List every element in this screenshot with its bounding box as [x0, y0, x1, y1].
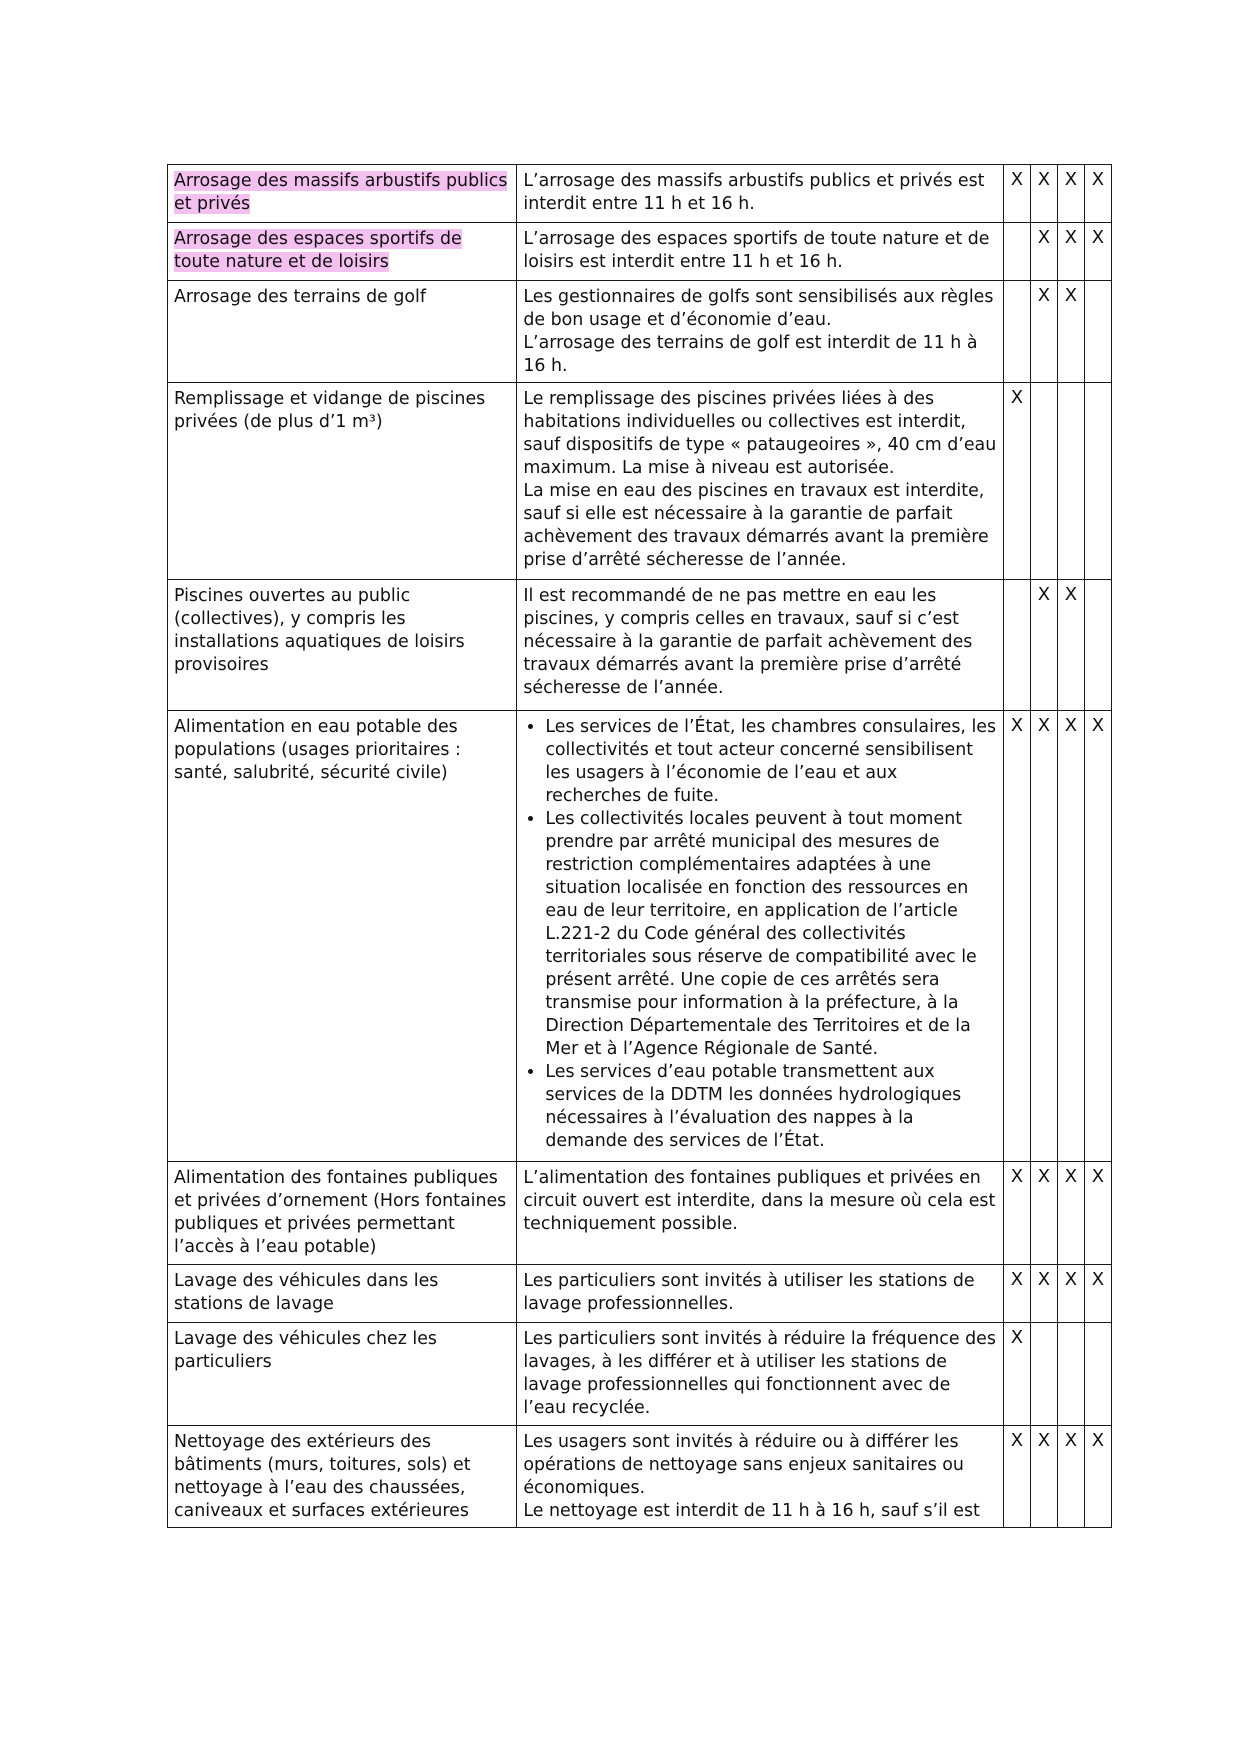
measure-text: L’arrosage des massifs arbustifs publics et privés est interdit entre 11 h et 16 h.: [523, 171, 985, 214]
alert-level-mark: X: [1091, 169, 1105, 190]
alert-level-mark: X: [1010, 1166, 1024, 1187]
usage-label: Nettoyage des extérieurs des bâtiments (murs, toitures, sols) et nettoyage à l’eau des chaussées, caniveaux et surfaces extérieures: [174, 1432, 471, 1521]
alert-level-4-cell: [1084, 580, 1111, 711]
alert-level-mark: X: [1091, 1166, 1105, 1187]
measure-description-cell: [517, 1162, 1004, 1265]
alert-level-4-cell: [1084, 223, 1111, 281]
restrictions-table: [167, 164, 1112, 1528]
measure-description-cell: [517, 383, 1004, 580]
alert-level-3-cell: [1057, 165, 1084, 223]
alert-level-1-cell: [1003, 1426, 1030, 1528]
alert-level-mark: X: [1064, 285, 1078, 306]
measure-description-cell: [517, 1426, 1004, 1528]
usage-label: Alimentation en eau potable des populations (usages prioritaires : santé, salubrité, sécurité civile): [174, 717, 461, 783]
measure-text: L’arrosage des terrains de golf est interdit de 11 h à 16 h.: [523, 333, 978, 376]
alert-level-mark: X: [1010, 1327, 1024, 1348]
alert-level-mark: X: [1037, 715, 1051, 736]
alert-level-mark: X: [1010, 169, 1024, 190]
alert-level-1-cell: [1003, 281, 1030, 383]
alert-level-mark: X: [1091, 1269, 1105, 1290]
alert-level-3-cell: [1057, 281, 1084, 383]
measure-text: La mise en eau des piscines en travaux est interdite, sauf si elle est nécessaire à la garantie de parfait achèvement des travaux démarrés avant la première prise d’arrêté sécheresse de l’année.: [523, 481, 989, 570]
alert-level-3-cell: [1057, 1265, 1084, 1323]
alert-level-2-cell: [1030, 281, 1057, 383]
table-row: [168, 223, 1112, 281]
measure-text: L’arrosage des espaces sportifs de toute nature et de loisirs est interdit entre 11 h et 16 h.: [523, 229, 990, 272]
alert-level-mark: X: [1037, 584, 1051, 605]
alert-level-mark: X: [1091, 227, 1105, 248]
usage-label: Alimentation des fontaines publiques et privées d’ornement (Hors fontaines publiques et privées permettant l’accès à l’eau potable): [174, 1168, 507, 1257]
measure-text: Les usagers sont invités à réduire ou à différer les opérations de nettoyage sans enjeux sanitaires ou économiques.: [523, 1432, 964, 1498]
alert-level-1-cell: [1003, 165, 1030, 223]
measure-bullet: • Les services de l’État, les chambres consulaires, les collectivités et tout acteur concerné sensibilisent les usagers à l’économie de l’eau et aux recherches de fuite.: [545, 716, 997, 808]
alert-level-2-cell: [1030, 1426, 1057, 1528]
table-row: [168, 711, 1112, 1162]
measure-description-cell: [517, 711, 1004, 1162]
alert-level-4-cell: [1084, 711, 1111, 1162]
usage-label: Lavage des véhicules dans les stations de lavage: [174, 1271, 439, 1314]
usage-label-cell: [168, 1426, 517, 1528]
alert-level-mark: X: [1010, 387, 1024, 408]
measure-description-cell: [517, 165, 1004, 223]
alert-level-mark: X: [1064, 227, 1078, 248]
alert-level-2-cell: [1030, 165, 1057, 223]
alert-level-3-cell: [1057, 1162, 1084, 1265]
measure-text: Les particuliers sont invités à réduire la fréquence des lavages, à les différer et à utiliser les stations de lavage professionnelles qui fonctionnent avec de l’eau recyclée.: [523, 1329, 996, 1418]
alert-level-mark: X: [1010, 1430, 1024, 1451]
alert-level-mark: X: [1064, 584, 1078, 605]
alert-level-4-cell: [1084, 1162, 1111, 1265]
alert-level-2-cell: [1030, 1323, 1057, 1426]
usage-label-cell: [168, 223, 517, 281]
alert-level-1-cell: [1003, 711, 1030, 1162]
alert-level-1-cell: [1003, 1162, 1030, 1265]
alert-level-mark: X: [1064, 1430, 1078, 1451]
table-row: [168, 1323, 1112, 1426]
usage-label-cell: [168, 1265, 517, 1323]
alert-level-2-cell: [1030, 580, 1057, 711]
alert-level-2-cell: [1030, 1265, 1057, 1323]
table-row: [168, 281, 1112, 383]
alert-level-mark: X: [1091, 1430, 1105, 1451]
alert-level-3-cell: [1057, 580, 1084, 711]
alert-level-mark: X: [1064, 169, 1078, 190]
measure-text: Les particuliers sont invités à utiliser les stations de lavage professionnelles.: [523, 1271, 975, 1314]
alert-level-4-cell: [1084, 1323, 1111, 1426]
usage-label: Lavage des véhicules chez les particuliers: [174, 1329, 437, 1372]
alert-level-1-cell: [1003, 580, 1030, 711]
measure-description-cell: [517, 281, 1004, 383]
alert-level-mark: X: [1064, 715, 1078, 736]
measure-bullet-list: [523, 716, 997, 1153]
alert-level-3-cell: [1057, 1323, 1084, 1426]
alert-level-3-cell: [1057, 223, 1084, 281]
measure-text: L’alimentation des fontaines publiques et privées en circuit ouvert est interdite, dans la mesure où cela est techniquement possible.: [523, 1168, 996, 1234]
usage-label: Arrosage des massifs arbustifs publics et privés: [174, 171, 508, 214]
alert-level-mark: X: [1010, 1269, 1024, 1290]
usage-label: Arrosage des terrains de golf: [174, 287, 426, 307]
alert-level-mark: X: [1064, 1166, 1078, 1187]
usage-label-cell: [168, 383, 517, 580]
alert-level-4-cell: [1084, 1426, 1111, 1528]
alert-level-4-cell: [1084, 383, 1111, 580]
alert-level-mark: X: [1037, 1269, 1051, 1290]
alert-level-mark: X: [1010, 715, 1024, 736]
measure-text: Le remplissage des piscines privées liées à des habitations individuelles ou collectives est interdit, sauf dispositifs de type « pataugeoires », 40 cm d’eau maximum. La mise à niveau est autorisée.: [523, 389, 997, 478]
alert-level-2-cell: [1030, 711, 1057, 1162]
alert-level-mark: X: [1037, 1166, 1051, 1187]
measure-bullet: • Les collectivités locales peuvent à tout moment prendre par arrêté municipal des mesures de restriction complémentaires adaptées à une situation localisée en fonction des ressources en eau de leur territoire, en application de l’article L.221-2 du Code général des collectivités territoriales sous réserve de compatibilité avec le présent arrêté. Une copie de ces arrêtés sera transmise pour information à la préfecture, à la Direction Départementale des Territoires et de la Mer et à l’Agence Régionale de Santé.: [545, 808, 997, 1061]
alert-level-mark: X: [1037, 285, 1051, 306]
measure-text: Le nettoyage est interdit de 11 h à 16 h, sauf s’il est: [523, 1501, 980, 1521]
alert-level-1-cell: [1003, 1265, 1030, 1323]
alert-level-mark: X: [1091, 715, 1105, 736]
usage-label-cell: [168, 711, 517, 1162]
alert-level-1-cell: [1003, 1323, 1030, 1426]
measure-description-cell: [517, 223, 1004, 281]
alert-level-4-cell: [1084, 1265, 1111, 1323]
measure-text: Les gestionnaires de golfs sont sensibilisés aux règles de bon usage et d’économie d’eau.: [523, 287, 994, 330]
usage-label-cell: [168, 1162, 517, 1265]
table-row: [168, 1426, 1112, 1528]
alert-level-4-cell: [1084, 165, 1111, 223]
usage-label: Piscines ouvertes au public (collectives), y compris les installations aquatiques de loisirs provisoires: [174, 586, 465, 675]
usage-label-cell: [168, 1323, 517, 1426]
measure-text: Il est recommandé de ne pas mettre en eau les piscines, y compris celles en travaux, sauf si c’est nécessaire à la garantie de parfait achèvement des travaux démarrés avant la première prise d’arrêté sécheresse de l’année.: [523, 586, 973, 698]
alert-level-mark: X: [1037, 169, 1051, 190]
alert-level-3-cell: [1057, 1426, 1084, 1528]
alert-level-2-cell: [1030, 223, 1057, 281]
alert-level-3-cell: [1057, 383, 1084, 580]
alert-level-3-cell: [1057, 711, 1084, 1162]
alert-level-mark: X: [1037, 227, 1051, 248]
alert-level-1-cell: [1003, 383, 1030, 580]
table-row: [168, 580, 1112, 711]
measure-description-cell: [517, 1265, 1004, 1323]
alert-level-2-cell: [1030, 383, 1057, 580]
alert-level-2-cell: [1030, 1162, 1057, 1265]
table-row: [168, 1162, 1112, 1265]
measure-description-cell: [517, 1323, 1004, 1426]
restrictions-table-body: [168, 165, 1112, 1528]
usage-label-cell: [168, 281, 517, 383]
usage-label-cell: [168, 165, 517, 223]
alert-level-mark: X: [1064, 1269, 1078, 1290]
usage-label: Remplissage et vidange de piscines privées (de plus d’1 m³): [174, 389, 486, 432]
measure-bullet: • Les services d’eau potable transmettent aux services de la DDTM les données hydrologiques nécessaires à l’évaluation des nappes à la demande des services de l’État.: [545, 1061, 997, 1153]
table-row: [168, 165, 1112, 223]
usage-label: Arrosage des espaces sportifs de toute nature et de loisirs: [174, 229, 462, 272]
table-row: [168, 1265, 1112, 1323]
alert-level-1-cell: [1003, 223, 1030, 281]
table-row: [168, 383, 1112, 580]
measure-description-cell: [517, 580, 1004, 711]
alert-level-mark: X: [1037, 1430, 1051, 1451]
alert-level-4-cell: [1084, 281, 1111, 383]
usage-label-cell: [168, 580, 517, 711]
